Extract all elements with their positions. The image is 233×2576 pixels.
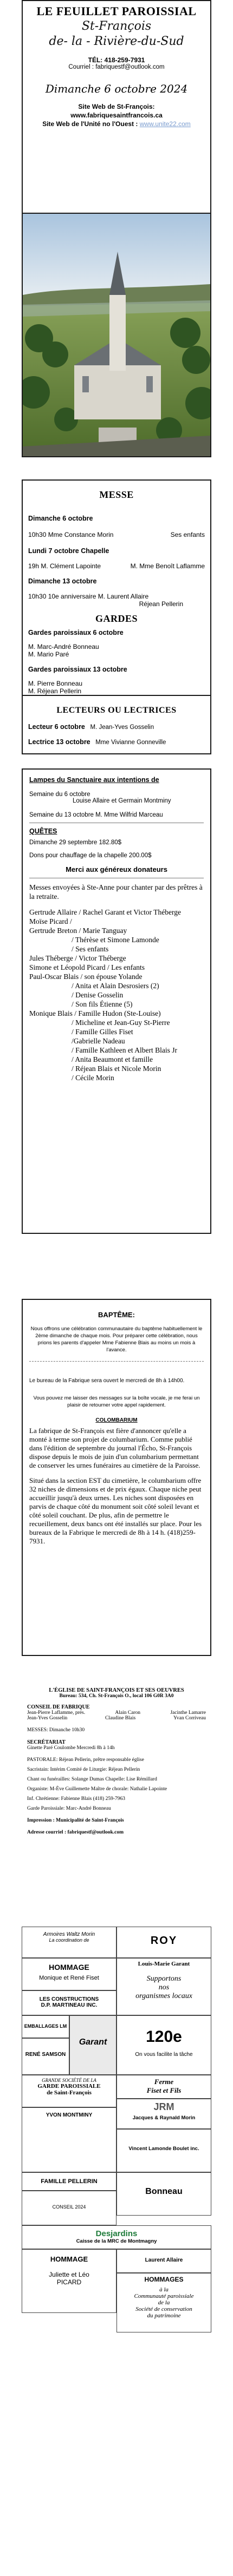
- ad-desjardins: Desjardins Caisse de la MRC de Montmagny: [22, 2225, 211, 2249]
- ad-famille-pellerin: FAMILLE PELLERIN: [22, 2172, 116, 2191]
- header-box: [22, 0, 211, 214]
- ad-armoires: Armoires Waltz Morin La coordination de: [22, 1927, 116, 1958]
- eglise-section: [22, 1683, 211, 1920]
- bureau-note: Le bureau de la Fabrique sera ouvert le mercredi de 8h à 14h00.: [29, 1378, 185, 1384]
- lampes-line-1b: Louise Allaire et Germain Montminy: [73, 798, 171, 804]
- messe-offrande: Ses enfants: [170, 531, 205, 538]
- eglise-title: L'ÉGLISE DE SAINT-FRANÇOIS ET SES OEUVRES: [49, 1687, 184, 1693]
- messe-intention: 10h30 Mme Constance Morin: [28, 531, 114, 538]
- ad-bonneau: Bonneau: [116, 2172, 211, 2216]
- bulletin-subtitle-1: St-François: [81, 19, 152, 33]
- boite-vocale-note: Vous pouvez me laisser des messages sur la boîte vocale, je me ferai un plaisir de retourner votre appel rapidement.: [33, 1395, 200, 1408]
- ad-120e: 120e On vous facilite la tâche: [116, 2015, 211, 2075]
- bapteme-title: BAPTÊME:: [98, 1311, 135, 1319]
- courriel[interactable]: Courriel : fabriquestf@outlook.com: [68, 64, 165, 70]
- bapteme-text: Nous offrons une célébration communautaire du baptême habituellement le 2ème dimanche de chaque mois. Pour préparer cette célébration, nous prions les parents d'appeler Mme Fabienne Blais au moins un mois à l'avance.: [30, 1326, 203, 1353]
- conseil-row-2: Jean-Yves Gosselin Claudine Blais Yvan Corriveau: [27, 1716, 206, 1721]
- lecteur-line-1: Lecteur 6 octobre M. Jean-Yves Gosselin: [28, 723, 154, 731]
- conseil-title: CONSEIL DE FABRIQUE: [27, 1704, 90, 1710]
- quetes-title: QUÊTES: [29, 827, 57, 835]
- quete-1: Dimanche 29 septembre 182.80$: [29, 839, 122, 846]
- colombarium-text-2: Situé dans la section EST du cimetière, le columbarium offre 32 niches de dimensions et de prix égaux. Chaque niche peut accueillir jusqu'à deux urnes. Les niches sont disposées en parvis de chaque côté du monument soit côté soleil levant et côté soleil couchant. De plus, afin de permettre le recueillement, deux bancs ont été installés sur place. Pour les bureaux de la Fabrique le mercredi de 8h à 14 h. (418)259-7931.: [29, 1476, 202, 1545]
- sacristain-line: Sacristain: Intérim Comité de Liturgie: Réjean Pellerin: [27, 1767, 140, 1772]
- secretariat-line: Ginette Paré Coulombe Mercredi 8h à 14h: [27, 1745, 115, 1751]
- bulletin-date: Dimanche 6 octobre 2024: [45, 82, 188, 95]
- lampes-line-2: Semaine du 13 octobre M. Mme Wilfrid Marceau: [29, 812, 163, 818]
- messes-envoyees: Messes envoyées à Ste-Anne pour chanter par des prêtres à la retraite. Gertrude Allaire / Rachel Garant et Victor Théberge Moïse Picard / Gertrude Breton / Marie Tanguay / Thérèse et Simone Lamonde / Ses enfants Jules Théberge / Victor Théberge Simone et Léopold Picard / Les enfants Paul-Oscar Blais / son épouse Yolande / Anita et Alain Desrosiers (2) / Denise Gosselin / Son fils Étienne (5) Monique Blais / Famille Hudon (Ste-Louise) / Micheline et Jean-Guy St-Pierre / Famille Gilles Fiset /Gabrielle Nadeau / Famille Kathleen et Albert Blais Jr / Anita Beaumont et famille / Réjean Blais et Nicole Morin / Cécile Morin: [29, 883, 203, 1082]
- lecteur-line-2: Lectrice 13 octobre Mme Vivianne Gonneville: [28, 738, 166, 746]
- messe-line-5: Dimanche 13 octobre: [28, 577, 97, 585]
- ad-yvon-montminy: YVON MONTMINY: [22, 2107, 116, 2172]
- organiste-line: Organiste: M-Ève Guillemette Maître de chorale: Nathalie Lapointe: [27, 1786, 167, 1792]
- messe-line-3: Lundi 7 octobre Chapelle: [28, 547, 109, 555]
- adresse-courriel-line[interactable]: Adresse courriel : fabriquestf@outlook.com: [27, 1830, 124, 1835]
- pastorale-line: PASTORALE: Réjean Pellerin, prêtre responsable église: [27, 1757, 144, 1763]
- lecteurs-section: [22, 696, 211, 754]
- ad-laurent-allaire: Laurent Allaire: [116, 2249, 211, 2273]
- messes-horaire: MESSES: Dimanche 10h30: [27, 1727, 85, 1733]
- bapteme-section: [22, 1299, 211, 1656]
- ad-garant: Garant: [69, 2015, 116, 2075]
- ad-louis-marie-garant: Louis-Marie Garant Supportons nos organismes locaux: [116, 1958, 211, 2015]
- ad-hommage-picard: HOMMAGE Juliette et Léo PICARD: [22, 2249, 116, 2313]
- messe-intention-2: 19h M. Clément Lapointe: [28, 562, 101, 570]
- inf-chretienne-line: Inf. Chrétienne: Fabienne Blais (418) 259-7963: [27, 1796, 125, 1802]
- bulletin-subtitle-2: de- la - Rivière-du-Sud: [49, 35, 184, 48]
- lampes-line-1: Semaine du 6 octobre: [29, 791, 90, 798]
- ad-constructions: LES CONSTRUCTIONS D.P. MARTINEAU INC.: [22, 1990, 116, 2015]
- quete-2: Dons pour chauffage de la chapelle 200.00$: [29, 852, 152, 859]
- site-web-url[interactable]: www.fabriquesaintfrancois.ca: [70, 111, 163, 119]
- merci: Merci aux généreux donateurs: [66, 865, 167, 873]
- bulletin-title: LE FEUILLET PAROISSIAL: [36, 4, 197, 18]
- lampes-section: [22, 768, 211, 1234]
- ad-roy: ROY: [116, 1927, 211, 1958]
- ad-hommage-fiset: HOMMAGE Monique et René Fiset: [22, 1958, 116, 1990]
- messe-line-6: 10h30 10e anniversaire M. Laurent Allaire: [28, 593, 149, 600]
- messe-offrande-2: M. Mme Benoît Laflamme: [130, 562, 205, 570]
- gardes-heading-2: Gardes paroissiaux 13 octobre: [28, 666, 127, 673]
- messe-section: [22, 479, 211, 696]
- colombarium-text: La fabrique de St-François est fière d'annoncer qu'elle a monté à terme son projet de columbarium. Comme publié dans l'édition de septembre du journal l'Écho, St-François dispose depuis le mois de juin d'un columbarium permettant de conserver les urnes funéraires au cimetière de la Paroisse.: [29, 1427, 200, 1469]
- garde-c: M. Pierre Bonneau: [28, 680, 83, 687]
- telephone: TÉL: 418-259-7931: [88, 56, 145, 64]
- church-photo: [22, 214, 211, 457]
- garde-b: M. Mario Paré: [28, 650, 69, 658]
- church-aerial-image: [23, 214, 210, 457]
- ad-jrm: JRM Jacques & Raynald Morin: [116, 2099, 211, 2129]
- messe-line-2: [28, 531, 205, 538]
- messe-title: MESSE: [99, 489, 134, 500]
- gardes-heading-1: Gardes paroissiaux 6 octobre: [28, 629, 124, 636]
- conseil-row-1: Jean-Pierre Laflamme, prés. Alain Caron Jacinthe Lamarre: [27, 1710, 206, 1716]
- ad-rene-samson: RENÉ SAMSON: [22, 2038, 69, 2075]
- eglise-addr: Bureau: 534, Ch. St-François O., local 106 G0R 3A0: [59, 1693, 174, 1699]
- ad-hommages-societe: HOMMAGES à la Communauté paroissiale de la Société de conservation du patrimoine: [116, 2273, 211, 2332]
- messe-line-6b: Réjean Pellerin: [139, 600, 183, 608]
- ad-conseil-2024: CONSEIL 2024: [22, 2191, 116, 2225]
- unite-link[interactable]: www.unite22.com: [139, 120, 191, 128]
- impression-line: Impression : Municipalité de Saint-François: [27, 1818, 124, 1823]
- lecteurs-title: LECTEURS OU LECTRICES: [56, 706, 177, 715]
- colombarium-title: COLOMBARIUM: [95, 1417, 138, 1423]
- ad-lamonde-boulet: Vincent Lamonde Boulet inc.: [116, 2129, 211, 2172]
- ad-garde-paroissiale: GRANDE SOCIÉTÉ DE LA GARDE PAROISSIALE de Saint-François: [22, 2075, 116, 2107]
- ad-ferme-fiset: Ferme Fiset et Fils: [116, 2075, 211, 2099]
- ad-emballages: EMBALLAGES LM: [22, 2015, 69, 2038]
- chant-line: Chant ou funérailles: Solange Dumas Chapelle: Lise Rémillard: [27, 1777, 157, 1782]
- messe-line-1: Dimanche 6 octobre: [28, 515, 93, 522]
- garde-a: M. Marc-André Bonneau: [28, 643, 99, 650]
- site-web-unite: Site Web de l'Unité no l'Ouest : www.unite22.com: [42, 120, 191, 128]
- garde-paroissiale-line: Garde Paroissiale: Marc-André Bonneau: [27, 1806, 111, 1811]
- secretariat-title: SECRÉTARIAT: [27, 1739, 66, 1745]
- lampes-title: Lampes du Sanctuaire aux intentions de: [29, 776, 159, 784]
- messe-line-4: [28, 562, 205, 570]
- ads-grid: [22, 1927, 211, 2571]
- gardes-title: GARDES: [95, 613, 138, 624]
- garde-d: M. Réjean Pellerin: [28, 687, 82, 695]
- site-web-label: Site Web de St-François:: [78, 103, 155, 110]
